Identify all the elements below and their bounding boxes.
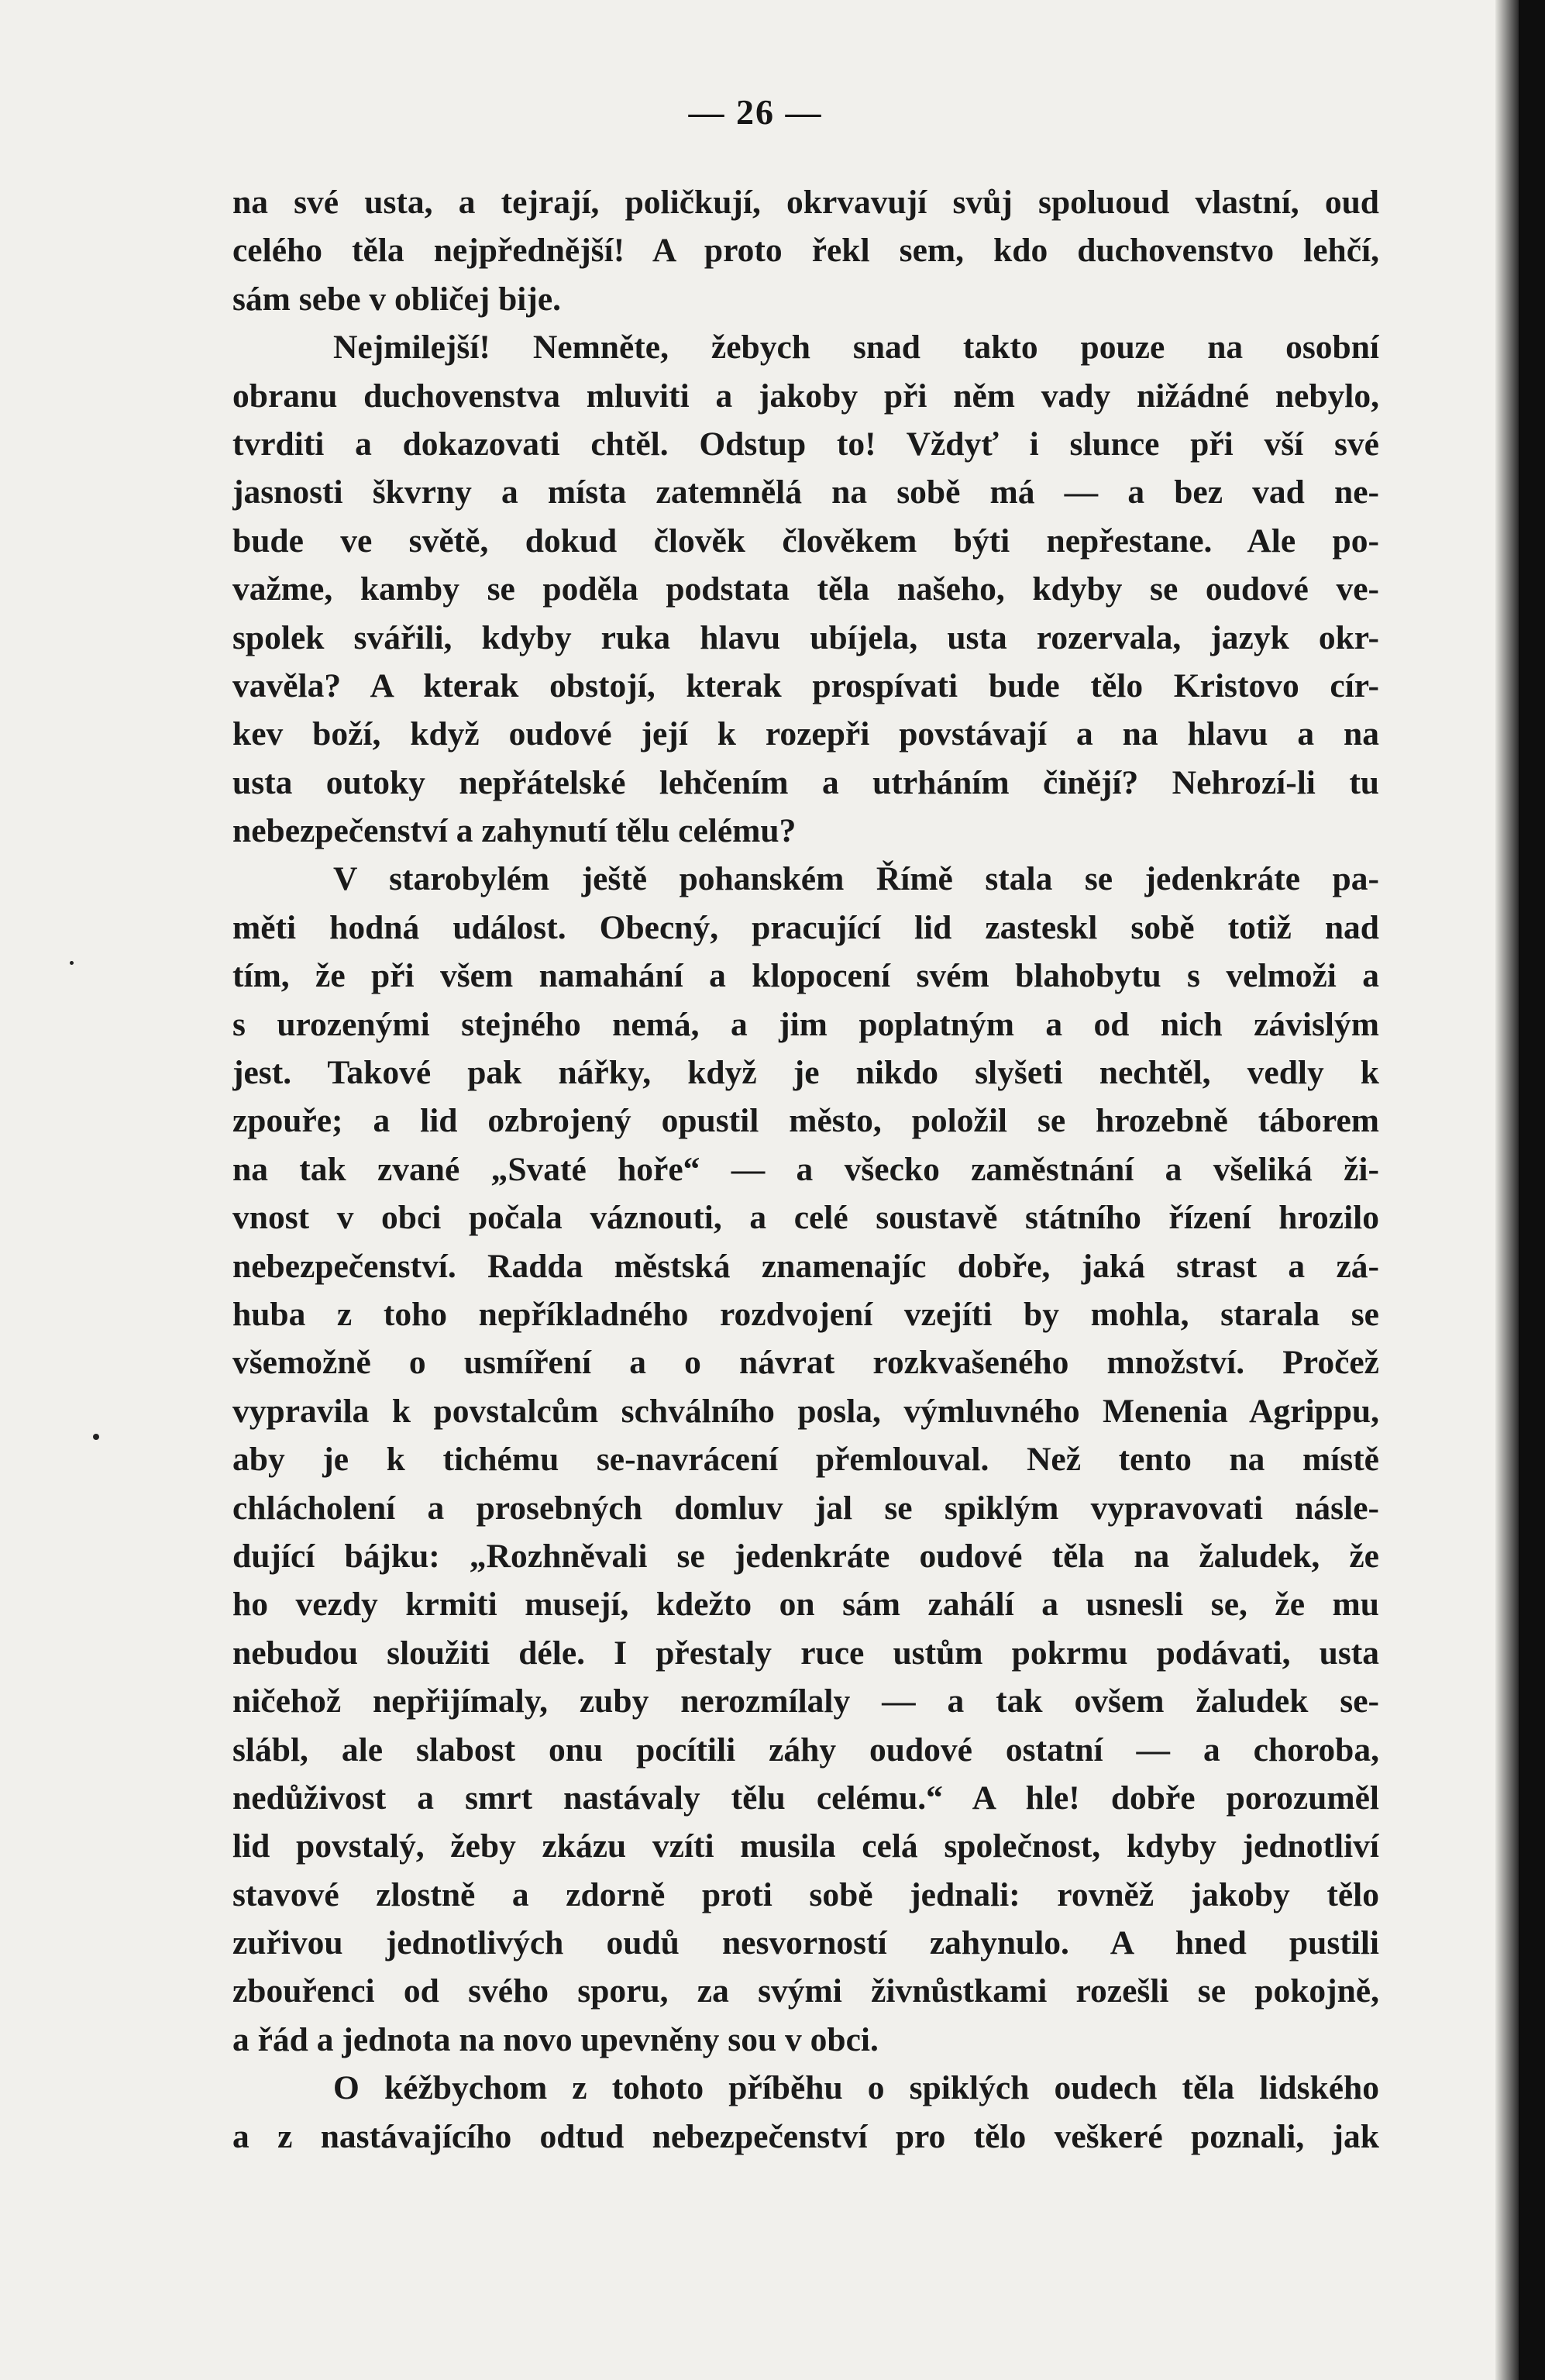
text-line-28: chlácholení a prosebných domluv jal se spiklým vypravovati násle- [232,1489,1379,1527]
text-line-25: všemožně o usmíření a o návrat rozkvašeného množství. Pročež [232,1344,1379,1382]
body-text [232,178,1379,2161]
text-line-40: O kéžbychom z tohoto příběhu o spiklých oudech těla lidského [333,2069,1379,2107]
text-line-2: celého těla nejpřednější! A proto řekl sem, kdo duchovenstvo lehčí, [232,232,1379,270]
text-line-24: huba z toho nepříkladného rozdvojení vzejíti by mohla, starala se [232,1295,1379,1333]
text-line-9: važme, kamby se poděla podstata těla našeho, kdyby se oudové ve- [232,570,1379,608]
text-line-8: bude ve světě, dokud člověk člověkem býti nepřestane. Ale po- [232,522,1379,560]
text-line-6: tvrditi a dokazovati chtěl. Odstup to! Vždyť i slunce při vší své [232,425,1379,463]
text-line-18: s urozenými stejného nemá, a jim poplatným a od nich závislým [232,1005,1379,1043]
text-line-31: nebudou sloužiti déle. I přestaly ruce ustům pokrmu podávati, usta [232,1634,1379,1672]
text-line-33: slábl, ale slabost onu pocítili záhy oudové ostatní — a choroba, [232,1731,1379,1769]
text-line-4: Nejmilejší! Nemněte, žebych snad takto pouze na osobní [333,329,1379,367]
page-edge-shadow [1495,0,1519,2380]
text-line-41: a z nastávajícího odtud nebezpečenství pro tělo veškeré poznali, jak [232,2117,1379,2155]
text-line-39: a řád a jednota na novo upevněny sou v obci. [232,2020,879,2058]
paper-speck [93,1434,99,1440]
text-line-3: sám sebe v obličej bije. [232,280,562,318]
text-line-38: zbouřenci od svého sporu, za svými živnůstkami rozešli se pokojně, [232,1972,1379,2010]
text-line-36: stavové zlostně a zdorně proti sobě jednali: rovněž jakoby tělo [232,1875,1379,1913]
text-line-7: jasnosti škvrny a místa zatemnělá na sobě má — a bez vad ne- [232,474,1379,511]
text-line-14: nebezpečenství a zahynutí tělu celému? [232,812,797,850]
text-line-11: vavěla? A kterak obstojí, kterak prospívati bude tělo Kristovo cír- [232,666,1379,704]
text-line-10: spolek svářili, kdyby ruka hlavu ubíjela, usta rozervala, jazyk okr- [232,618,1379,656]
text-line-19: jest. Takové pak nářky, když je nikdo slyšeti nechtěl, vedly k [232,1054,1379,1092]
paper-speck [70,961,74,965]
text-line-13: usta outoky nepřátelské lehčením a utrháním činějí? Nehrozí-li tu [232,763,1379,801]
text-line-34: nedůživost a smrt nastávaly tělu celému.“ A hle! dobře porozuměl [232,1779,1379,1817]
text-line-5: obranu duchovenstva mluviti a jakoby při něm vady nižádné nebylo, [232,377,1379,415]
text-line-30: ho vezdy krmiti musejí, kdežto on sám zahálí a usnesli se, že mu [232,1586,1379,1624]
text-line-21: na tak zvané „Svaté hoře“ — a všecko zaměstnání a všeliká ži- [232,1150,1379,1188]
text-line-15: V starobylém ještě pohanském Římě stala se jedenkráte pa- [333,860,1379,898]
page-number: — 26 — [688,92,823,132]
text-line-16: měti hodná událost. Obecný, pracující lid zasteskl sobě totiž nad [232,908,1379,946]
text-line-27: aby je k tichému se-navrácení přemlouval. Než tento na místě [232,1441,1379,1479]
text-line-20: zpouře; a lid ozbrojený opustil město, položil se hrozebně táborem [232,1102,1379,1140]
text-line-12: kev boží, když oudové její k rozepři povstávají a na hlavu a na [232,715,1379,753]
text-line-1: na své usta, a tejrají, poličkují, okrvavují svůj spoluoud vlastní, oud [232,184,1379,221]
text-line-22: vnost v obci počala váznouti, a celé soustavě státního řízení hrozilo [232,1199,1379,1237]
text-line-26: vypravila k povstalcům schválního posla, výmluvného Menenia Agrippu, [232,1392,1379,1430]
text-line-32: ničehož nepřijímaly, zuby nerozmílaly — a tak ovšem žaludek se- [232,1683,1379,1720]
text-line-29: dující bájku: „Rozhněvali se jedenkráte oudové těla na žaludek, že [232,1537,1379,1575]
text-line-35: lid povstalý, žeby zkázu vzíti musila celá společnost, kdyby jednotliví [232,1827,1379,1865]
text-line-23: nebezpečenství. Radda městská znamenajíc dobře, jaká strast a zá- [232,1247,1379,1285]
text-line-17: tím, že při všem namahání a klopocení svém blahobytu s velmoži a [232,957,1379,995]
text-line-37: zuřivou jednotlivých oudů nesvorností zahynulo. A hned pustili [232,1924,1379,1962]
